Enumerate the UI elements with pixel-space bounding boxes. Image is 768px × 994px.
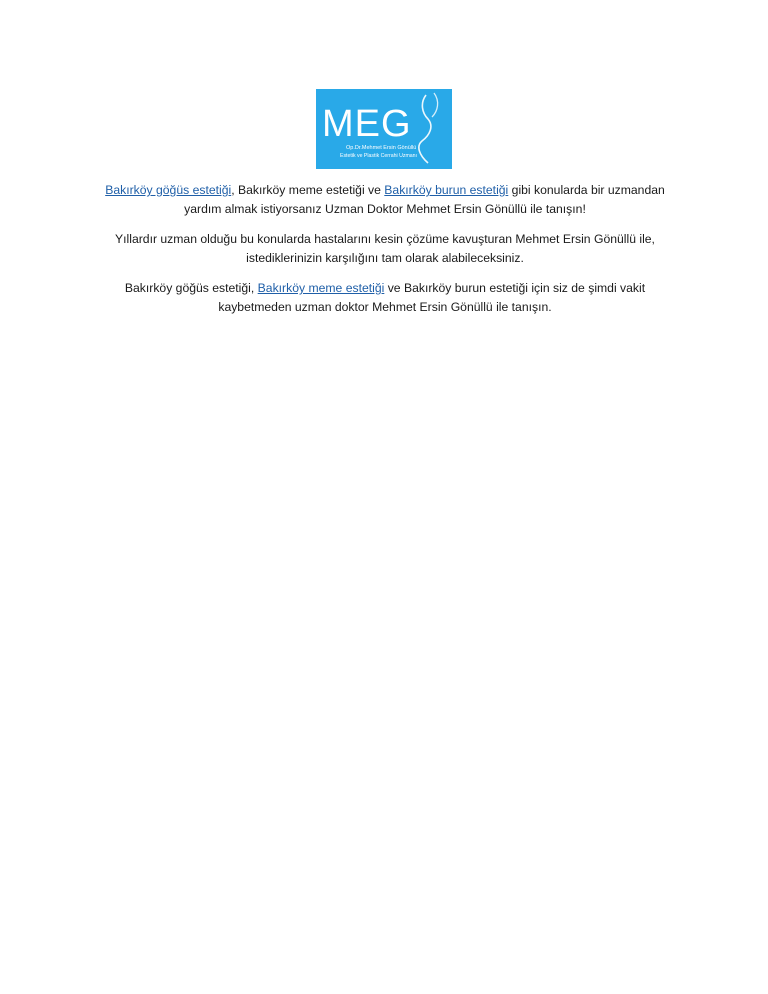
paragraph-1-text-2: gibi konularda bir uzmandan yardım almak istiyorsanız Uzman Doktor Mehmet Ersin Gönüllü ile tanışın! <box>184 183 665 216</box>
paragraph-3 <box>90 279 680 317</box>
silhouette-accent-icon <box>432 93 438 117</box>
paragraph-3-text-1: Bakırköy göğüs estetiği, <box>124 281 258 295</box>
article-body <box>90 181 680 328</box>
paragraph-2-text: Yıllardır uzman olduğu bu konularda hastalarını kesin çözüme kavuşturan Mehmet Ersin Gönüllü ile, istediklerinizin karşılığını tam olarak alabileceksiniz. <box>115 232 655 265</box>
paragraph-1-text-1: , Bakırköy meme estetiği ve <box>231 183 385 197</box>
logo-subtitle-1: Op.Dr.Mehmet Ersin Gönüllü <box>346 145 417 151</box>
link-gogus-estetigi[interactable]: Bakırköy göğüs estetiği <box>105 183 232 197</box>
logo-brand: MEG <box>322 103 412 145</box>
paragraph-3-text-2: ve Bakırköy burun estetiği için siz de şimdi vakit kaybetmeden uzman doktor Mehmet Ersin Gönüllü ile tanışın. <box>218 281 646 314</box>
link-burun-estetigi[interactable]: Bakırköy burun estetiği <box>384 183 509 197</box>
logo-subtitle-2: Estetik ve Plastik Cerrahi Uzmanı <box>340 153 417 159</box>
paragraph-2 <box>90 230 680 268</box>
paragraph-1 <box>90 181 680 219</box>
silhouette-outline-icon <box>419 95 431 163</box>
link-meme-estetigi[interactable]: Bakırköy meme estetiği <box>257 281 385 295</box>
logo-graphic <box>316 89 452 169</box>
meg-logo <box>316 89 452 169</box>
